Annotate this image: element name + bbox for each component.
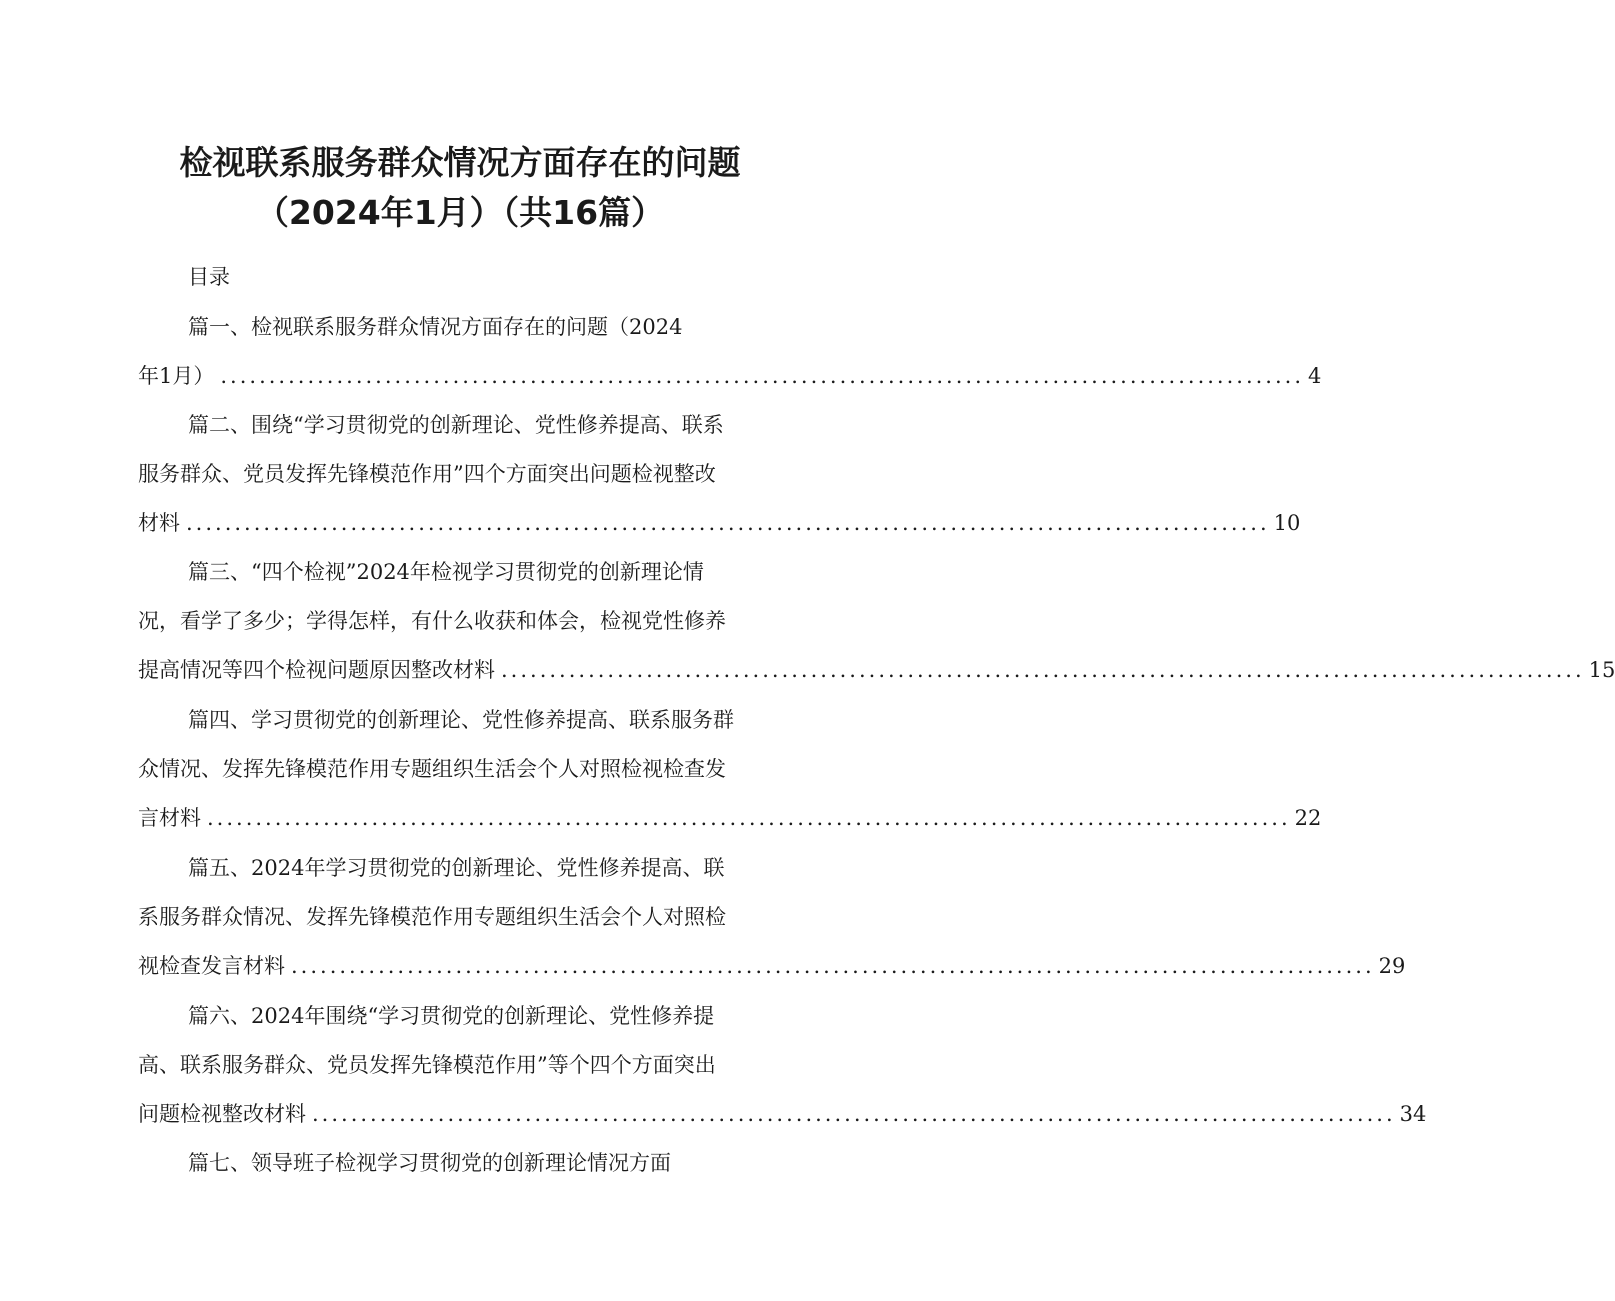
toc-heading: 目录 — [188, 265, 230, 289]
toc-entry-2[interactable] — [138, 410, 1301, 557]
toc-entry-line: 况，看学了多少；学得怎样，有什么收获和体会，检视党性修养 — [138, 609, 726, 633]
toc-entry-last-line — [138, 655, 1615, 704]
toc-page-number: 4 — [1308, 364, 1322, 388]
toc-entry-text: 材料 — [138, 511, 180, 535]
leader-dots: ................................................................................................................ — [312, 1102, 1396, 1126]
toc-entry-line: 篇五、2024年学习贯彻党的创新理论、党性修养提高、联 — [188, 856, 725, 880]
toc-entry-7[interactable] — [138, 1148, 782, 1197]
toc-entry-1[interactable] — [138, 312, 1322, 410]
toc-entry-last-line — [138, 803, 1322, 852]
document-title-line-2: （2024年1月）（共16篇） — [255, 193, 665, 232]
leader-dots: ................................................................................................................ — [220, 364, 1305, 388]
toc-entry-line: 篇七、领导班子检视学习贯彻党的创新理论情况方面 — [188, 1151, 671, 1175]
toc-page-number: 29 — [1378, 954, 1406, 978]
toc-entry-line: 篇一、检视联系服务群众情况方面存在的问题（2024 — [188, 315, 683, 339]
toc-entry-line: 系服务群众情况、发挥先锋模范作用专题组织生活会个人对照检 — [138, 905, 726, 929]
toc-entry-last-line — [138, 1099, 1427, 1148]
toc-page-number: 22 — [1294, 806, 1322, 830]
toc-entry-text: 言材料 — [138, 806, 201, 830]
toc-entry-line: 篇三、“四个检视”2024年检视学习贯彻党的创新理论情 — [188, 560, 704, 584]
leader-dots: ................................................................................................................ — [501, 658, 1585, 682]
toc-entry-5[interactable] — [138, 853, 1406, 1000]
leader-dots: ................................................................................................................ — [291, 954, 1375, 978]
leader-dots: ................................................................................................................ — [207, 806, 1291, 830]
toc-entry-last-line — [138, 508, 1301, 557]
toc-page-number: 15 — [1588, 658, 1615, 682]
toc-entry-text: 视检查发言材料 — [138, 954, 285, 978]
toc-entry-last-line — [138, 361, 1322, 410]
toc-entry-line: 服务群众、党员发挥先锋模范作用”四个方面突出问题检视整改 — [138, 462, 716, 486]
toc-entry-text: 年1月） — [138, 364, 215, 388]
toc-entry-line: 高、联系服务群众、党员发挥先锋模范作用”等个四个方面突出 — [138, 1053, 716, 1077]
toc-page-number: 10 — [1273, 511, 1301, 535]
toc-entry-text: 问题检视整改材料 — [138, 1102, 306, 1126]
toc-page-number: 34 — [1399, 1102, 1427, 1126]
toc-entry-line: 篇二、围绕“学习贯彻党的创新理论、党性修养提高、联系 — [188, 413, 724, 437]
toc-entry-line: 篇四、学习贯彻党的创新理论、党性修养提高、联系服务群 — [188, 708, 734, 732]
toc-entry-6[interactable] — [138, 1001, 1427, 1148]
document-title-line-1: 检视联系服务群众情况方面存在的问题 — [179, 143, 741, 182]
leader-dots: ................................................................................................................ — [186, 511, 1270, 535]
toc-entry-4[interactable] — [138, 705, 1322, 852]
toc-entry-last-line — [138, 951, 1406, 1000]
toc-entry-3[interactable] — [138, 557, 1615, 704]
toc-entry-line: 众情况、发挥先锋模范作用专题组织生活会个人对照检视检查发 — [138, 757, 726, 781]
toc-entry-line: 篇六、2024年围绕“学习贯彻党的创新理论、党性修养提 — [188, 1004, 715, 1028]
toc-entry-text: 提高情况等四个检视问题原因整改材料 — [138, 658, 495, 682]
